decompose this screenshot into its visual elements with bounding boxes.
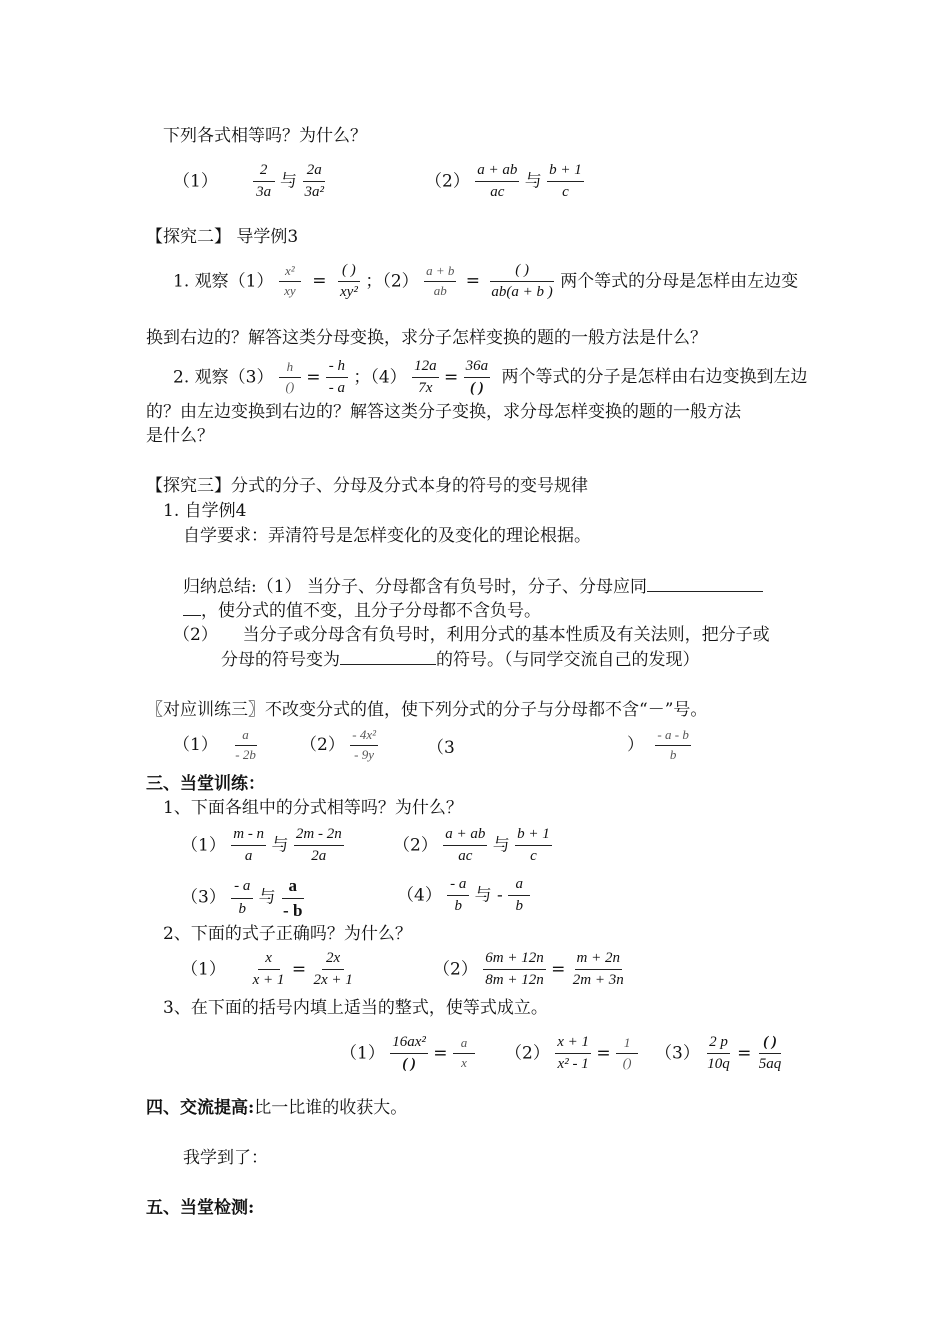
item-label: （1） — [181, 835, 226, 856]
q-prefix: 2. 观察（3） — [173, 367, 274, 388]
fraction — [616, 1036, 638, 1071]
explore3-summary-2 — [173, 627, 770, 644]
denominator: ( ) — [402, 1056, 416, 1073]
fraction — [655, 728, 690, 763]
denominator: () — [285, 379, 295, 395]
item-label: （2） — [300, 734, 345, 755]
q-tail: 两个等式的分子是怎样由右边变换到左边 — [501, 367, 808, 388]
denominator: 5aq — [758, 1056, 782, 1073]
denominator: () — [622, 1055, 632, 1071]
explore2-q2-line2: 的？由左边变换到右边的？解答这类分子变换，求分母怎样变换的题的一般方法 — [146, 402, 741, 422]
intro-item-2 — [425, 162, 584, 202]
fraction — [231, 878, 253, 918]
section3-q1: 1、下面各组中的分式相等吗？为什么？ — [163, 798, 463, 818]
denominator: c — [562, 184, 569, 201]
denominator: 8m + 12n — [485, 972, 544, 989]
item-label: （1） — [173, 171, 218, 192]
numerator: a — [453, 1036, 475, 1054]
denominator: x² - 1 — [557, 1056, 589, 1073]
fraction — [555, 1034, 591, 1074]
explore3-sub: 1. 自学例4 — [163, 501, 247, 521]
equals: = — [737, 1043, 752, 1064]
fraction — [571, 950, 626, 990]
numerator: - a - b — [655, 728, 690, 746]
intro-item-1 — [173, 162, 326, 202]
fraction — [483, 950, 545, 990]
numerator: x + 1 — [555, 1034, 591, 1054]
fraction — [326, 358, 348, 398]
denominator: - b — [283, 900, 303, 920]
explore3-heading: 【探究三】分式的分子、分母及分式本身的符号的变号规律 — [146, 476, 588, 496]
drill3-item-2 — [300, 728, 378, 763]
explore2-q1 — [173, 262, 798, 302]
numerator: x² — [279, 264, 301, 282]
fraction — [453, 1036, 475, 1071]
item-label: （3） — [181, 887, 226, 908]
fraction — [424, 264, 456, 299]
explore2-q2-line3: 是什么？ — [146, 426, 214, 446]
summary-text: 分母的符号变为 — [221, 650, 340, 670]
denominator: 3a² — [304, 184, 324, 201]
q-tail: 两个等式的分母是怎样由左边变 — [560, 271, 799, 292]
numerator: a — [282, 876, 304, 899]
section3-q1-item-1 — [181, 826, 344, 866]
fraction — [757, 1034, 784, 1074]
numerator: - a — [231, 878, 253, 898]
conjunction: 与 — [271, 835, 289, 856]
numerator: 6m + 12n — [483, 950, 545, 970]
denominator: - a — [328, 380, 346, 397]
denominator: b — [515, 898, 523, 915]
section4-text: 比一比谁的收获大。 — [254, 1098, 408, 1118]
explore3-requirement: 自学要求：弄清符号是怎样变化的及变化的理论根据。 — [183, 526, 591, 546]
equals: = — [433, 1043, 448, 1064]
fraction — [253, 162, 275, 202]
item-label: （1） — [181, 959, 226, 980]
denominator: 3a — [256, 184, 272, 201]
denominator: xy — [284, 283, 296, 299]
section3-q2-item-1 — [181, 950, 355, 990]
denominator: - 9y — [354, 746, 375, 762]
item-label: （2） — [393, 835, 438, 856]
denominator: xy² — [340, 284, 358, 301]
section3-q1-item-2 — [393, 826, 552, 866]
numerator: ( ) — [490, 262, 554, 282]
item-label: （2） — [173, 625, 218, 645]
numerator: a — [235, 728, 257, 746]
summary-text: 归纳总结:（1） 当分子、分母都含有负号时，分子、分母应同 — [183, 577, 647, 597]
numerator: - a — [447, 876, 469, 896]
explore3-summary-2b — [221, 652, 700, 669]
denominator: 10q — [707, 1056, 730, 1073]
fraction — [350, 728, 378, 763]
numerator: x — [258, 950, 280, 970]
equals: = — [443, 367, 459, 388]
explore3-summary-1b — [183, 603, 541, 620]
denominator: ac — [458, 848, 473, 865]
answer-blank[interactable] — [340, 664, 436, 665]
denominator: 2x + 1 — [313, 972, 353, 989]
drill3-item-3 — [627, 728, 691, 763]
fraction — [279, 360, 301, 395]
denominator: ab — [433, 283, 447, 299]
fraction — [302, 162, 326, 202]
separator: ；（2） — [365, 271, 419, 292]
numerator: 1 — [616, 1036, 638, 1054]
fraction — [547, 162, 584, 202]
fraction — [233, 728, 258, 763]
explore2-heading: 【探究二】 导学例3 — [146, 227, 299, 247]
answer-blank[interactable] — [183, 615, 201, 616]
fraction — [475, 162, 519, 202]
section3-q1-item-3 — [181, 876, 304, 920]
fraction — [231, 826, 266, 866]
denominator: 2a — [311, 848, 327, 865]
numerator: 2 — [253, 162, 275, 182]
equals: = — [465, 271, 480, 292]
drill3-item-1 — [173, 728, 258, 763]
fraction — [279, 264, 301, 299]
fraction — [412, 358, 439, 398]
drill3-item-3-label: （3 — [427, 738, 455, 758]
intro-question: 下列各式相等吗？为什么？ — [163, 126, 367, 146]
conjunction: 与 - — [474, 885, 503, 906]
numerator: - h — [326, 358, 348, 378]
item-label: （2） — [505, 1043, 550, 1064]
numerator: m - n — [231, 826, 266, 846]
fraction — [443, 826, 487, 866]
fraction — [515, 826, 552, 866]
denominator: a — [244, 848, 253, 865]
drill3-heading: 〖对应训练三〗不改变分式的值，使下列分式的分子与分母都不含“－”号。 — [146, 700, 708, 720]
section3-q3-item-3 — [655, 1034, 783, 1074]
summary-text: 当分子或分母含有负号时，利用分式的基本性质及有关法则，把分子或 — [242, 625, 770, 645]
numerator: a + b — [424, 264, 456, 282]
numerator: ( ) — [759, 1034, 781, 1054]
denominator: b — [669, 746, 677, 762]
section3-q3-item-1 — [340, 1034, 475, 1074]
numerator: 2 p — [707, 1034, 730, 1054]
fraction — [281, 876, 304, 920]
fraction — [508, 876, 530, 916]
denominator: c — [530, 848, 537, 865]
fraction — [294, 826, 344, 866]
denominator: b — [238, 900, 246, 917]
numerator: 2m - 2n — [294, 826, 344, 846]
denominator: x + 1 — [252, 972, 285, 989]
equals: = — [596, 1043, 611, 1064]
numerator: 12a — [412, 358, 439, 378]
numerator: b + 1 — [547, 162, 584, 182]
summary-text: 的符号。（与同学交流自己的发现） — [436, 650, 700, 670]
numerator: m + 2n — [575, 950, 622, 970]
section3-q2-item-2 — [433, 950, 626, 990]
denominator: ac — [490, 184, 505, 201]
denominator: ( ) — [470, 380, 484, 397]
explore2-q1-line2: 换到右边的？解答这类分母变换，求分子怎样变换的题的一般方法是什么？ — [146, 328, 707, 348]
numerator: 2x — [322, 950, 344, 970]
section3-q3-item-2 — [505, 1034, 638, 1074]
equals: = — [551, 959, 566, 980]
equals: = — [312, 271, 327, 292]
numerator: 2a — [303, 162, 325, 182]
denominator: x — [461, 1055, 467, 1071]
numerator: h — [279, 360, 301, 378]
section4 — [146, 1100, 407, 1117]
item-label: （3） — [655, 1043, 700, 1064]
fraction — [311, 950, 354, 990]
fraction — [489, 262, 554, 302]
section3-heading: 三、当堂训练： — [146, 774, 265, 794]
explore2-q2 — [173, 358, 808, 398]
fraction — [447, 876, 469, 916]
denominator: 2m + 3n — [572, 972, 624, 989]
section5-heading: 五、当堂检测: — [146, 1198, 255, 1218]
conjunction: 与 — [258, 887, 276, 908]
fraction — [705, 1034, 732, 1074]
item-label: （1） — [340, 1043, 385, 1064]
numerator: a + ab — [443, 826, 487, 846]
fraction — [251, 950, 287, 990]
denominator: - 2b — [235, 746, 256, 762]
section4-heading: 四、交流提高: — [146, 1098, 255, 1118]
answer-blank[interactable] — [647, 591, 763, 592]
equals: = — [291, 959, 307, 980]
denominator: 7x — [418, 380, 433, 397]
numerator: 16ax² — [390, 1034, 428, 1054]
section3-q1-item-4 — [397, 876, 530, 916]
item-label: （4） — [397, 885, 442, 906]
item-label: ） — [627, 734, 644, 755]
item-label: （2） — [433, 959, 478, 980]
conjunction: 与 — [524, 171, 542, 192]
denominator: b — [454, 898, 462, 915]
numerator: a + ab — [475, 162, 519, 182]
numerator: 36a — [464, 358, 491, 378]
section4-learned: 我学到了： — [183, 1148, 268, 1168]
numerator: - 4x² — [350, 728, 378, 746]
conjunction: 与 — [492, 835, 510, 856]
separator: ；（4） — [353, 367, 407, 388]
numerator: ( ) — [338, 262, 360, 282]
fraction — [390, 1034, 428, 1074]
denominator: ab(a + b ) — [491, 284, 553, 301]
item-label: （1） — [173, 734, 218, 755]
numerator: a — [508, 876, 530, 896]
summary-text: ，使分式的值不变，且分子分母都不含负号。 — [201, 601, 541, 621]
section3-q3: 3、在下面的括号内填上适当的整式，使等式成立。 — [163, 998, 548, 1018]
section3-q2: 2、下面的式子正确吗？为什么？ — [163, 924, 412, 944]
fraction — [338, 262, 360, 302]
q-prefix: 1. 观察（1） — [173, 271, 274, 292]
conjunction: 与 — [280, 171, 298, 192]
explore3-summary-1 — [183, 579, 763, 596]
equals: = — [306, 367, 321, 388]
item-label: （2） — [425, 171, 470, 192]
numerator: b + 1 — [515, 826, 552, 846]
fraction — [464, 358, 491, 398]
